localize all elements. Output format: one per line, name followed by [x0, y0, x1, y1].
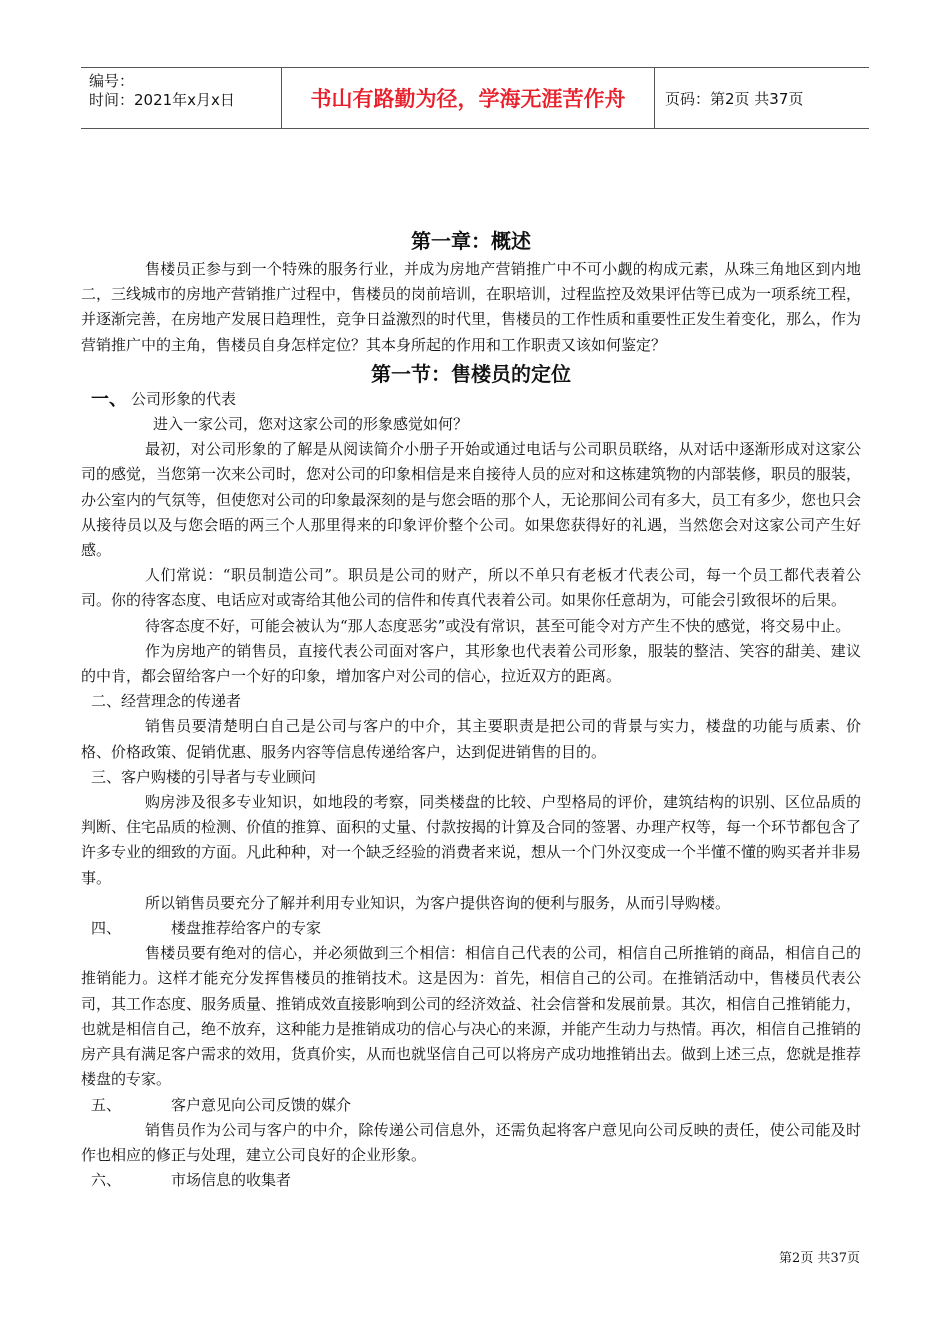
paragraph: 销售员要清楚明白自己是公司与客户的中介，其主要职责是把公司的背景与实力，楼盘的功能与质素、价格、价格政策、促销优惠、服务内容等信息传递给客户，达到促进销售的目的。 — [81, 717, 861, 761]
section-heading-title: 经营理念的传递者 — [121, 692, 242, 711]
section-heading — [91, 916, 861, 941]
section-number: 三、 — [91, 767, 122, 786]
section-number: 一、 — [91, 388, 127, 410]
paragraph: 最初，对公司形象的了解是从阅读简介小册子开始或通过电话与公司职员联络，从对话中逐渐形成对这家公司的感觉，当您第一次来公司时，您对公司的印象相信是来自接待人员的应对和这栋建筑物的内部装修，职员的服装，办公室内的气氛等，但使您对公司的印象最深刻的是与您会晤的那个人，无论那间公司有多大，员工有多少，您也只会从接待员以及与您会晤的两三个人那里得来的印象评价整个公司。如果您获得好的礼遇，当然您会对这家公司产生好感。 — [81, 440, 862, 560]
paragraph: 进入一家公司，您对这家公司的形象感觉如何？ — [153, 415, 469, 434]
section-heading-title: 客户意见向公司反馈的媒介 — [171, 1095, 352, 1114]
page-footer: 第2页 共37页 — [779, 1251, 860, 1266]
section-heading — [91, 765, 861, 790]
paragraph: 购房涉及很多专业知识，如地段的考察，同类楼盘的比较、户型格局的评价，建筑结构的识别、区位品质的判断、住宅品质的检测、价值的推算、面积的丈量、付款按揭的计算及合同的签署、办理产权等，每一个环节都包含了许多专业的细致的方面。凡此种种，对一个缺乏经验的消费者来说，想从一个门外汉变成一个半懂不懂的购买者并非易事。 — [81, 793, 862, 887]
section-number: 二、 — [91, 692, 122, 711]
header-meta — [81, 68, 282, 128]
paragraph: 作为房地产的销售员，直接代表公司面对客户，其形象也代表着公司形象，服装的整洁、笑容的甜美、建议的中肯，都会留给客户一个好的印象，增加客户对公司的信心，拉近双方的距离。 — [81, 641, 861, 686]
section-heading-title: 客户购楼的引导者与专业顾问 — [121, 767, 317, 786]
section-heading-title: 楼盘推荐给客户的专家 — [171, 919, 322, 938]
paragraph: 售楼员要有绝对的信心，并必须做到三个相信：相信自己代表的公司，相信自己所推销的商品，相信自己的推销能力。这样才能充分发挥售楼员的推销技术。这是因为：首先，相信自己的公司。在推销活动中，售楼员代表公司，其工作态度、服务质量、推销成效直接影响到公司的经济效益、社会信誉和发展前景。其次，相信自己推销能力，也就是相信自己，绝不放弃，这种能力是推销成功的信心与决心的来源，并能产生动力与热情。再次，相信自己推销的房产具有满足客户需求的效用，货真价实，从而也就坚信自己可以将房产成功地推销出去。做到上述三点，您就是推荐楼盘的专家。 — [81, 944, 862, 1089]
section-heading — [91, 387, 861, 412]
paragraph: 销售员作为公司与客户的中介，除传递公司信息外，还需负起将客户意见向公司反映的责任，使公司能及时作也相应的修正与处理，建立公司良好的企业形象。 — [81, 1120, 861, 1164]
header-page-label: 页码：第2页 共37页 — [665, 89, 804, 108]
section-heading — [91, 689, 861, 714]
intro-paragraph: 售楼员正参与到一个特殊的服务行业，并成为房地产营销推广中不可小觑的构成元素，从珠三角地区到内地二，三线城市的房地产营销推广过程中，售楼员的岗前培训，在职培训，过程监控及效果评估等已成为一项系统工程，并逐渐完善，在房地产发展日趋理性，竞争日益激烈的时代里，售楼员的工作性质和重要性正发生着变化，那么，作为营销推广中的主角，售楼员自身怎样定位？其本身所起的作用和工作职责又该如何鉴定？ — [81, 260, 862, 354]
section-heading — [91, 1093, 861, 1118]
section-heading-title: 公司形象的代表 — [131, 389, 237, 408]
section-number: 四、 — [91, 919, 122, 938]
section-number: 六、 — [91, 1171, 122, 1190]
header-code-label: 编号： — [89, 72, 135, 90]
section-number: 五、 — [91, 1095, 122, 1114]
document-body — [81, 228, 861, 1193]
chapter-title: 第一章：概述 — [411, 229, 531, 253]
paragraph: 所以销售员要充分了解并利用专业知识，为客户提供咨询的便利与服务，从而引导购楼。 — [145, 893, 731, 912]
section-title: 第一节：售楼员的定位 — [371, 361, 571, 386]
header-motto: 书山有路勤为径，学海无涯苦作舟 — [282, 68, 655, 128]
header-date-label: 时间：2021年x月x日 — [89, 91, 235, 109]
paragraph: 待客态度不好，可能会被认为“那人态度恶劣”或没有常识，甚至可能令对方产生不快的感觉，将交易中止。 — [145, 616, 851, 635]
document-header — [81, 67, 869, 129]
section-heading — [91, 1168, 861, 1193]
paragraph: 人们常说：“职员制造公司”。职员是公司的财产，所以不单只有老板才代表公司，每一个员工都代表着公司。你的待客态度、电话应对或寄给其他公司的信件和传真代表着公司。如果你任意胡为，可能会引致很坏的后果。 — [81, 566, 861, 610]
section-heading-title: 市场信息的收集者 — [171, 1171, 292, 1190]
